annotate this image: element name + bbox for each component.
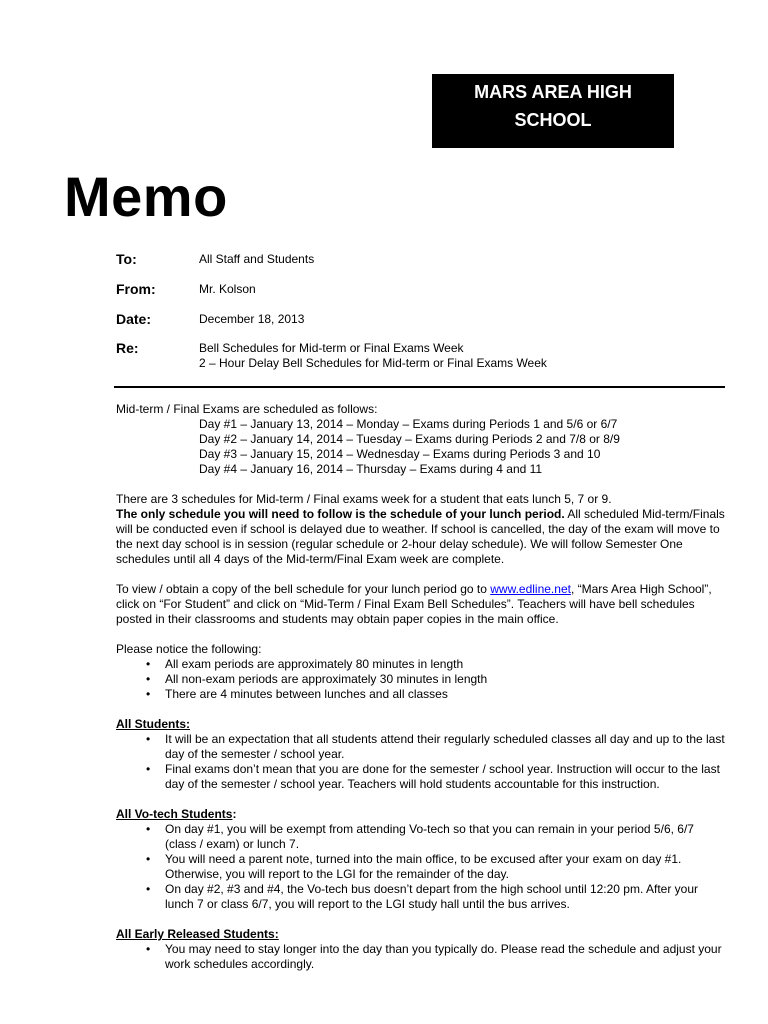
school-name-line2: SCHOOL <box>514 110 592 130</box>
votech-list <box>116 822 728 912</box>
votech-heading-colon: : <box>232 807 237 821</box>
date-label: Date: <box>116 311 152 327</box>
exam-day-list <box>116 417 728 477</box>
votech-heading: All Vo-tech Students <box>116 807 233 821</box>
exam-day-3: Day #3 – January 15, 2014 – Wednesday – Exams during Periods 3 and 10 <box>199 447 601 461</box>
school-name-line1: MARS AREA HIGH <box>474 82 632 102</box>
exam-day-2: Day #2 – January 14, 2014 – Tuesday – Exams during Periods 2 and 7/8 or 8/9 <box>199 432 620 446</box>
list-item: • On day #1, you will be exempt from attending Vo-tech so that you can remain in your period 5/6, 6/7 (class / exam) or lunch 7. <box>116 822 728 852</box>
schedule-paragraph-emphasis: The only schedule you will need to follow is the schedule of your lunch period. <box>116 507 565 521</box>
school-name-box <box>432 74 674 148</box>
schedule-paragraph <box>116 492 728 567</box>
list-item: • It will be an expectation that all students attend their regularly scheduled classes all day and up to the last day of the semester / school year. <box>116 732 728 762</box>
list-item: • You will need a parent note, turned into the main office, to be excused after your exam on day #1. Otherwise, you will report to the LGI for the remainder of the day. <box>116 852 728 882</box>
exam-intro: Mid-term / Final Exams are scheduled as follows: <box>116 402 378 416</box>
bell-schedule-paragraph <box>116 582 728 627</box>
bell-schedule-intro: To view / obtain a copy of the bell schedule for your lunch period go to <box>116 582 491 596</box>
edline-link[interactable]: www.edline.net <box>490 582 571 596</box>
notice-intro: Please notice the following: <box>116 642 262 656</box>
early-released-list <box>116 942 728 972</box>
re-line2: 2 – Hour Delay Bell Schedules for Mid-term or Final Exams Week <box>199 356 547 370</box>
memo-body <box>116 402 728 972</box>
bell-schedule-rest: , “Mars Area High School”, click on “For Student” and click on “Mid-Term / Final Exam Bell Schedules”. Teachers will have bell schedules posted in their classrooms and students may obtain paper copies in the main office. <box>116 582 712 626</box>
from-value: Mr. Kolson <box>199 282 256 296</box>
to-label: To: <box>116 251 137 267</box>
list-item: • All exam periods are approximately 80 minutes in length <box>116 657 728 672</box>
re-line1: Bell Schedules for Mid-term or Final Exams Week <box>199 341 464 355</box>
exam-day-4: Day #4 – January 16, 2014 – Thursday – Exams during 4 and 11 <box>199 462 543 476</box>
list-item: • On day #2, #3 and #4, the Vo-tech bus doesn’t depart from the high school until 12:20 pm. After your lunch 7 or class 6/7, you will report to the LGI study hall until the bus arrives. <box>116 882 728 912</box>
schedule-paragraph-intro: There are 3 schedules for Mid-term / Final exams week for a student that eats lunch 5, 7 or 9. <box>116 492 612 506</box>
header-divider <box>114 386 725 388</box>
list-item: • All non-exam periods are approximately 30 minutes in length <box>116 672 728 687</box>
votech-heading-line <box>116 807 728 822</box>
all-students-list <box>116 732 728 792</box>
from-label: From: <box>116 281 156 297</box>
early-released-heading: All Early Released Students: <box>116 927 279 941</box>
exam-day-1: Day #1 – January 13, 2014 – Monday – Exams during Periods 1 and 5/6 or 6/7 <box>199 417 618 431</box>
memo-title: Memo <box>64 165 228 228</box>
to-value: All Staff and Students <box>199 252 315 266</box>
schedule-paragraph-rest: All scheduled Mid-term/Finals will be conducted even if school is delayed due to weather. If school is cancelled, the day of the exam will move to the next day school is in session (regular schedule or 2-hour delay schedule). We will follow Semester One schedules until all 4 days of the Mid-term/Final Exam week are complete. <box>116 507 725 566</box>
re-label: Re: <box>116 340 139 356</box>
date-value: December 18, 2013 <box>199 312 305 326</box>
notice-list <box>116 657 728 702</box>
list-item: • Final exams don’t mean that you are done for the semester / school year. Instruction will occur to the last day of the semester / school year. Teachers will hold students accountable for this instruction. <box>116 762 728 792</box>
list-item: • There are 4 minutes between lunches and all classes <box>116 687 728 702</box>
list-item: • You may need to stay longer into the day than you typically do. Please read the schedule and adjust your work schedules accordingly. <box>116 942 728 972</box>
all-students-heading: All Students: <box>116 717 190 731</box>
